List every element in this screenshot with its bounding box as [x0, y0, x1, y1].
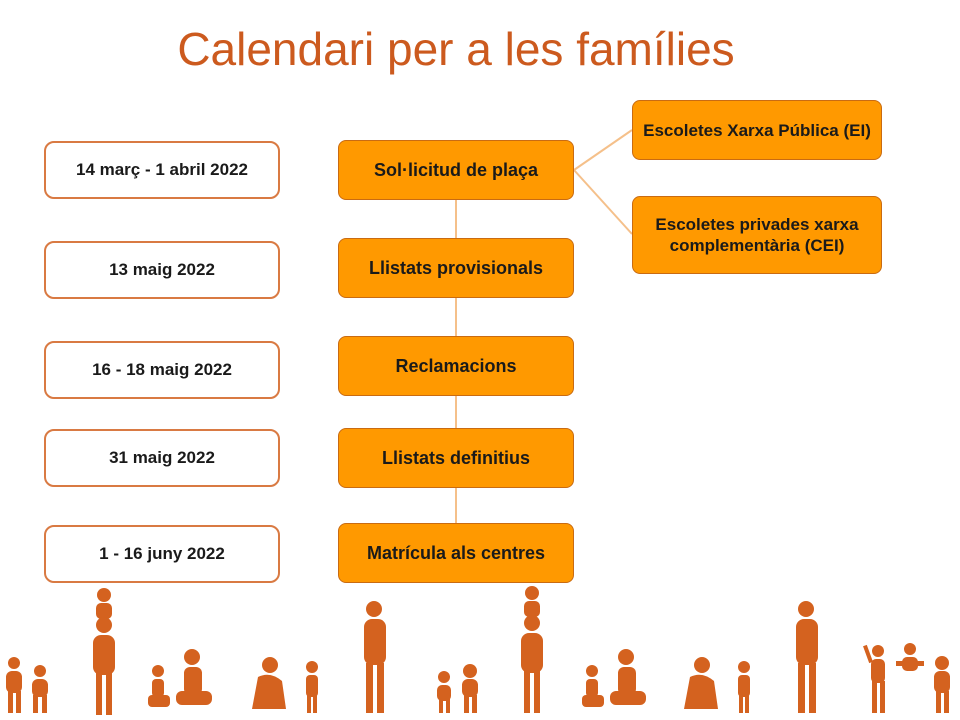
date-box-1: 14 març - 1 abril 2022: [44, 141, 280, 199]
date-box-5: 1 - 16 juny 2022: [44, 525, 280, 583]
step-provisional-lists: Llistats provisionals: [338, 238, 574, 298]
step-enrolment: Matrícula als centres: [338, 523, 574, 583]
branch-private-network: Escoletes privades xarxa complementària (CEI): [632, 196, 882, 274]
page-title: Calendari per a les famílies: [177, 23, 735, 75]
step-claims: Reclamacions: [338, 336, 574, 396]
date-box-4: 31 maig 2022: [44, 429, 280, 487]
family-silhouettes-decoration: [0, 585, 960, 720]
date-box-2: 13 maig 2022: [44, 241, 280, 299]
branch-public-network: Escoletes Xarxa Pública (EI): [632, 100, 882, 160]
step-final-lists: Llistats definitius: [338, 428, 574, 488]
step-application: Sol·licitud de plaça: [338, 140, 574, 200]
date-box-3: 16 - 18 maig 2022: [44, 341, 280, 399]
